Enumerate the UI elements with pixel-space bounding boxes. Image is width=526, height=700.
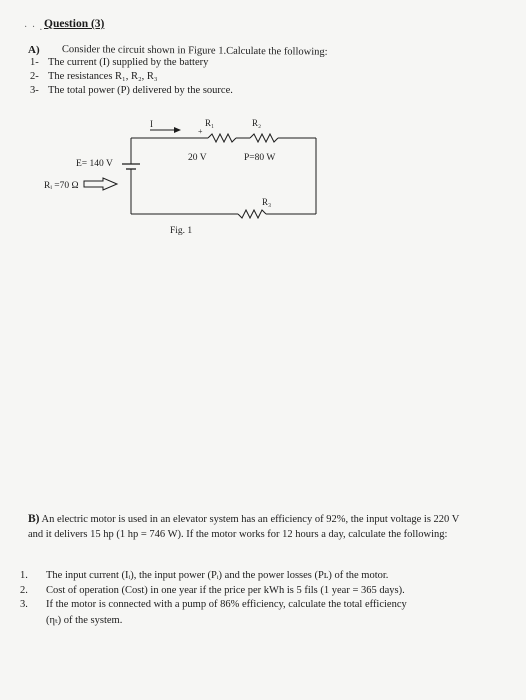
part-b-item-number: 3. xyxy=(20,599,28,610)
part-b-label: B) xyxy=(28,513,40,525)
figure-caption: Fig. 1 xyxy=(170,226,193,236)
battery-emf-label: E= 140 V xyxy=(76,159,113,169)
question-title: Question (3) xyxy=(44,18,105,30)
r1-voltage-label: 20 V xyxy=(188,153,207,163)
current-arrow-head xyxy=(174,127,181,133)
part-a-item-text: The total power (P) delivered by the source. xyxy=(48,85,233,96)
part-b-item-number: 1. xyxy=(20,570,28,581)
part-a-item-text: The current (I) supplied by the battery xyxy=(48,57,209,68)
part-a-intro: Consider the circuit shown in Figure 1.Calculate the following: xyxy=(61,44,328,58)
part-a-item-text: The resistances R₁, R₂, R₃ xyxy=(48,71,158,82)
r1-label: R₁ xyxy=(205,118,215,128)
part-a-label: A) xyxy=(28,44,40,56)
part-b-item-2 xyxy=(20,584,405,598)
part-b-item-text: If the motor is connected with a pump of 86% efficiency, calculate the total efficiency xyxy=(46,599,407,610)
header-dots: · · . xyxy=(24,22,44,33)
r2-resistor-symbol xyxy=(250,134,278,142)
part-b-intro-block xyxy=(28,512,468,542)
part-b-item-text: Cost of operation (Cost) in one year if the price per kWh is 5 fils (1 year = 365 days). xyxy=(46,585,405,596)
r2-label: R₂ xyxy=(252,118,262,128)
part-b-intro: An electric motor is used in an elevator system has an efficiency of 92%, the input voltage is 220 V and it delivers 15 hp (1 hp = 746 W). If the motor works for 12 hours a day, calculate the following: xyxy=(28,514,460,540)
r1-resistor-symbol xyxy=(208,134,236,142)
r3-label: R₃ xyxy=(262,197,272,207)
part-b-item-1 xyxy=(20,569,388,583)
internal-resistance-label: Rᵢ =70 Ω xyxy=(44,181,79,191)
part-a-item-number: 2- xyxy=(30,71,39,82)
part-b-item-number: 2. xyxy=(20,585,28,596)
part-a-item-number: 3- xyxy=(30,85,39,96)
part-b-item-text: The input current (Iᵢ), the input power (Pᵢ) and the power losses (Pʟ) of the motor. xyxy=(46,570,389,581)
current-label: I xyxy=(150,119,153,129)
r1-polarity-plus: + xyxy=(198,127,203,136)
part-b-item-3 xyxy=(20,598,407,612)
part-a-item-number: 1- xyxy=(30,57,39,68)
r2-power-label: P=80 W xyxy=(244,153,276,163)
r3-resistor-symbol xyxy=(238,210,266,218)
part-b-item-3-continuation: (ηₜ) of the system. xyxy=(46,615,123,626)
internal-resistance-arrow xyxy=(84,178,117,190)
